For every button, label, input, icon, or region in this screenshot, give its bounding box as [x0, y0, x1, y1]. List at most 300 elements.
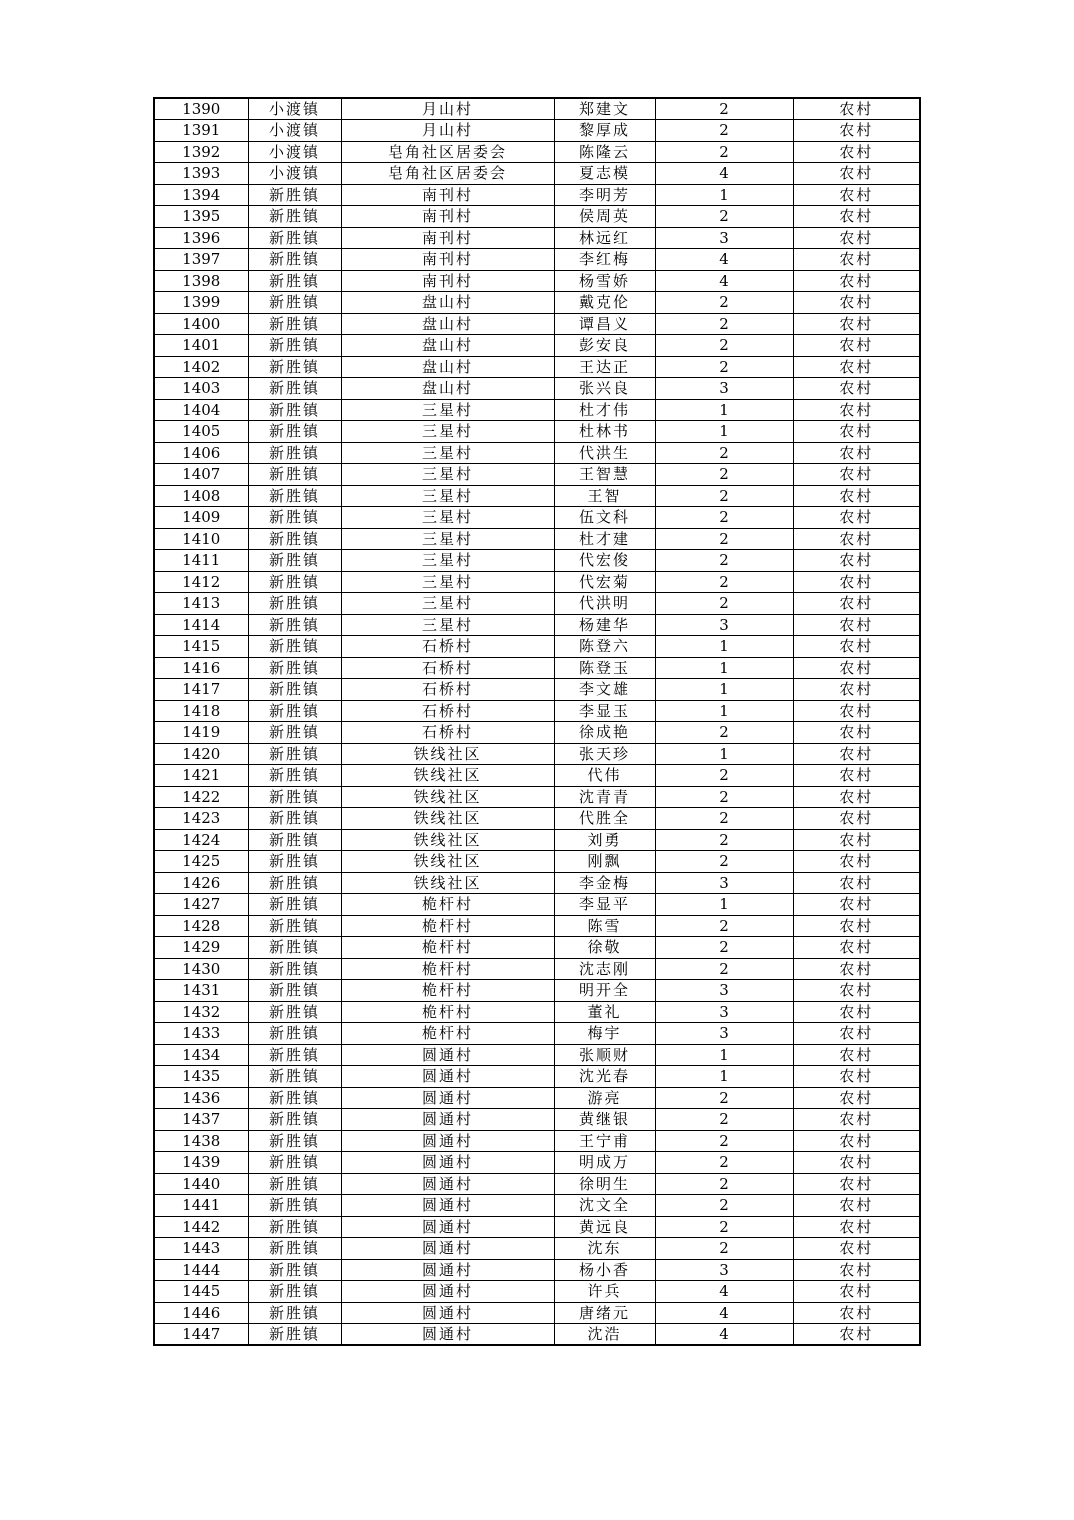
- village-cell: 皂角社区居委会: [341, 163, 554, 185]
- table-row: [154, 1324, 920, 1346]
- category-cell: 农村: [793, 442, 920, 464]
- table-row: [154, 528, 920, 550]
- village-cell: 铁线社区: [341, 743, 554, 765]
- count-cell: 3: [655, 1259, 793, 1281]
- village-cell: 圆通村: [341, 1238, 554, 1260]
- village-cell: 桅杆村: [341, 894, 554, 916]
- category-cell: 农村: [793, 163, 920, 185]
- town-cell: 新胜镇: [248, 485, 341, 507]
- row-number-cell: 1409: [154, 507, 248, 529]
- name-cell: 彭安良: [554, 335, 655, 357]
- table-row: [154, 593, 920, 615]
- village-cell: 南刊村: [341, 227, 554, 249]
- table-row: [154, 399, 920, 421]
- name-cell: 黄继银: [554, 1109, 655, 1131]
- table-row: [154, 507, 920, 529]
- category-cell: 农村: [793, 1195, 920, 1217]
- name-cell: 林远红: [554, 227, 655, 249]
- category-cell: 农村: [793, 1109, 920, 1131]
- category-cell: 农村: [793, 937, 920, 959]
- table-row: [154, 1173, 920, 1195]
- village-cell: 圆通村: [341, 1302, 554, 1324]
- category-cell: 农村: [793, 227, 920, 249]
- town-cell: 新胜镇: [248, 786, 341, 808]
- village-cell: 桅杆村: [341, 1023, 554, 1045]
- town-cell: 新胜镇: [248, 1238, 341, 1260]
- category-cell: 农村: [793, 894, 920, 916]
- row-number-cell: 1431: [154, 980, 248, 1002]
- town-cell: 新胜镇: [248, 765, 341, 787]
- name-cell: 杜才伟: [554, 399, 655, 421]
- village-cell: 三星村: [341, 550, 554, 572]
- name-cell: 杨雪娇: [554, 270, 655, 292]
- town-cell: 小渡镇: [248, 120, 341, 142]
- name-cell: 明成万: [554, 1152, 655, 1174]
- village-cell: 石桥村: [341, 722, 554, 744]
- name-cell: 陈隆云: [554, 141, 655, 163]
- category-cell: 农村: [793, 808, 920, 830]
- town-cell: 新胜镇: [248, 851, 341, 873]
- row-number-cell: 1444: [154, 1259, 248, 1281]
- town-cell: 新胜镇: [248, 335, 341, 357]
- table-row: [154, 958, 920, 980]
- count-cell: 2: [655, 206, 793, 228]
- count-cell: 2: [655, 937, 793, 959]
- table-row: [154, 636, 920, 658]
- table-row: [154, 765, 920, 787]
- category-cell: 农村: [793, 765, 920, 787]
- name-cell: 徐敬: [554, 937, 655, 959]
- village-cell: 三星村: [341, 528, 554, 550]
- village-cell: 圆通村: [341, 1173, 554, 1195]
- category-cell: 农村: [793, 700, 920, 722]
- count-cell: 2: [655, 958, 793, 980]
- row-number-cell: 1437: [154, 1109, 248, 1131]
- name-cell: 陈登六: [554, 636, 655, 658]
- town-cell: 新胜镇: [248, 1087, 341, 1109]
- village-cell: 铁线社区: [341, 851, 554, 873]
- village-cell: 皂角社区居委会: [341, 141, 554, 163]
- town-cell: 新胜镇: [248, 937, 341, 959]
- row-number-cell: 1420: [154, 743, 248, 765]
- name-cell: 徐明生: [554, 1173, 655, 1195]
- name-cell: 夏志模: [554, 163, 655, 185]
- village-cell: 圆通村: [341, 1044, 554, 1066]
- name-cell: 王智慧: [554, 464, 655, 486]
- count-cell: 2: [655, 356, 793, 378]
- count-cell: 4: [655, 163, 793, 185]
- table-row: [154, 1152, 920, 1174]
- town-cell: 新胜镇: [248, 1001, 341, 1023]
- count-cell: 2: [655, 141, 793, 163]
- town-cell: 新胜镇: [248, 356, 341, 378]
- category-cell: 农村: [793, 1130, 920, 1152]
- town-cell: 新胜镇: [248, 636, 341, 658]
- town-cell: 新胜镇: [248, 894, 341, 916]
- name-cell: 杜才建: [554, 528, 655, 550]
- count-cell: 3: [655, 1001, 793, 1023]
- count-cell: 2: [655, 1152, 793, 1174]
- name-cell: 李明芳: [554, 184, 655, 206]
- village-cell: 桅杆村: [341, 915, 554, 937]
- table-row: [154, 270, 920, 292]
- town-cell: 新胜镇: [248, 1259, 341, 1281]
- village-cell: 南刊村: [341, 206, 554, 228]
- row-number-cell: 1411: [154, 550, 248, 572]
- data-table: [153, 97, 921, 1346]
- table-row: [154, 571, 920, 593]
- town-cell: 新胜镇: [248, 399, 341, 421]
- row-number-cell: 1407: [154, 464, 248, 486]
- count-cell: 2: [655, 786, 793, 808]
- village-cell: 铁线社区: [341, 765, 554, 787]
- name-cell: 沈志刚: [554, 958, 655, 980]
- row-number-cell: 1393: [154, 163, 248, 185]
- row-number-cell: 1413: [154, 593, 248, 615]
- table-row: [154, 1044, 920, 1066]
- row-number-cell: 1417: [154, 679, 248, 701]
- row-number-cell: 1406: [154, 442, 248, 464]
- row-number-cell: 1397: [154, 249, 248, 271]
- row-number-cell: 1404: [154, 399, 248, 421]
- count-cell: 1: [655, 399, 793, 421]
- count-cell: 2: [655, 1238, 793, 1260]
- row-number-cell: 1435: [154, 1066, 248, 1088]
- town-cell: 新胜镇: [248, 829, 341, 851]
- name-cell: 刘勇: [554, 829, 655, 851]
- category-cell: 农村: [793, 507, 920, 529]
- category-cell: 农村: [793, 593, 920, 615]
- table-row: [154, 141, 920, 163]
- count-cell: 1: [655, 184, 793, 206]
- town-cell: 新胜镇: [248, 313, 341, 335]
- village-cell: 三星村: [341, 571, 554, 593]
- table-row: [154, 421, 920, 443]
- village-cell: 三星村: [341, 614, 554, 636]
- category-cell: 农村: [793, 1259, 920, 1281]
- table-row: [154, 1023, 920, 1045]
- village-cell: 盘山村: [341, 356, 554, 378]
- count-cell: 2: [655, 1109, 793, 1131]
- row-number-cell: 1415: [154, 636, 248, 658]
- name-cell: 代宏俊: [554, 550, 655, 572]
- category-cell: 农村: [793, 915, 920, 937]
- category-cell: 农村: [793, 1302, 920, 1324]
- town-cell: 新胜镇: [248, 464, 341, 486]
- town-cell: 新胜镇: [248, 657, 341, 679]
- count-cell: 2: [655, 1173, 793, 1195]
- row-number-cell: 1423: [154, 808, 248, 830]
- table-row: [154, 1238, 920, 1260]
- table-row: [154, 378, 920, 400]
- name-cell: 代伟: [554, 765, 655, 787]
- village-cell: 月山村: [341, 120, 554, 142]
- village-cell: 圆通村: [341, 1259, 554, 1281]
- category-cell: 农村: [793, 335, 920, 357]
- village-cell: 三星村: [341, 464, 554, 486]
- count-cell: 2: [655, 915, 793, 937]
- town-cell: 新胜镇: [248, 184, 341, 206]
- village-cell: 铁线社区: [341, 872, 554, 894]
- count-cell: 1: [655, 1066, 793, 1088]
- name-cell: 杨建华: [554, 614, 655, 636]
- name-cell: 李显平: [554, 894, 655, 916]
- town-cell: 新胜镇: [248, 722, 341, 744]
- name-cell: 杨小香: [554, 1259, 655, 1281]
- name-cell: 代洪明: [554, 593, 655, 615]
- table-row: [154, 872, 920, 894]
- count-cell: 2: [655, 120, 793, 142]
- row-number-cell: 1394: [154, 184, 248, 206]
- town-cell: 新胜镇: [248, 378, 341, 400]
- count-cell: 2: [655, 313, 793, 335]
- count-cell: 1: [655, 421, 793, 443]
- row-number-cell: 1403: [154, 378, 248, 400]
- count-cell: 2: [655, 485, 793, 507]
- table-row: [154, 1066, 920, 1088]
- village-cell: 南刊村: [341, 249, 554, 271]
- category-cell: 农村: [793, 980, 920, 1002]
- town-cell: 小渡镇: [248, 163, 341, 185]
- table-row: [154, 1302, 920, 1324]
- table-row: [154, 356, 920, 378]
- town-cell: 新胜镇: [248, 206, 341, 228]
- count-cell: 1: [655, 743, 793, 765]
- town-cell: 新胜镇: [248, 571, 341, 593]
- count-cell: 2: [655, 1130, 793, 1152]
- town-cell: 新胜镇: [248, 1109, 341, 1131]
- count-cell: 2: [655, 292, 793, 314]
- category-cell: 农村: [793, 378, 920, 400]
- category-cell: 农村: [793, 872, 920, 894]
- name-cell: 谭昌义: [554, 313, 655, 335]
- category-cell: 农村: [793, 550, 920, 572]
- row-number-cell: 1428: [154, 915, 248, 937]
- name-cell: 沈光春: [554, 1066, 655, 1088]
- table-row: [154, 1195, 920, 1217]
- row-number-cell: 1416: [154, 657, 248, 679]
- table-row: [154, 937, 920, 959]
- count-cell: 2: [655, 98, 793, 120]
- village-cell: 南刊村: [341, 270, 554, 292]
- table-row: [154, 743, 920, 765]
- row-number-cell: 1447: [154, 1324, 248, 1346]
- village-cell: 桅杆村: [341, 958, 554, 980]
- village-cell: 铁线社区: [341, 829, 554, 851]
- village-cell: 盘山村: [341, 313, 554, 335]
- name-cell: 张顺财: [554, 1044, 655, 1066]
- row-number-cell: 1422: [154, 786, 248, 808]
- town-cell: 新胜镇: [248, 550, 341, 572]
- town-cell: 新胜镇: [248, 442, 341, 464]
- name-cell: 王智: [554, 485, 655, 507]
- count-cell: 2: [655, 335, 793, 357]
- category-cell: 农村: [793, 1023, 920, 1045]
- table-row: [154, 249, 920, 271]
- table-row: [154, 1259, 920, 1281]
- town-cell: 新胜镇: [248, 808, 341, 830]
- village-cell: 三星村: [341, 507, 554, 529]
- name-cell: 王达正: [554, 356, 655, 378]
- row-number-cell: 1436: [154, 1087, 248, 1109]
- table-row: [154, 1130, 920, 1152]
- name-cell: 沈文全: [554, 1195, 655, 1217]
- village-cell: 石桥村: [341, 657, 554, 679]
- town-cell: 新胜镇: [248, 614, 341, 636]
- name-cell: 伍文科: [554, 507, 655, 529]
- town-cell: 新胜镇: [248, 507, 341, 529]
- table-row: [154, 657, 920, 679]
- count-cell: 1: [655, 679, 793, 701]
- table-row: [154, 1109, 920, 1131]
- village-cell: 石桥村: [341, 679, 554, 701]
- category-cell: 农村: [793, 399, 920, 421]
- name-cell: 李显玉: [554, 700, 655, 722]
- count-cell: 1: [655, 1044, 793, 1066]
- name-cell: 李文雄: [554, 679, 655, 701]
- table-row: [154, 851, 920, 873]
- row-number-cell: 1442: [154, 1216, 248, 1238]
- village-cell: 圆通村: [341, 1195, 554, 1217]
- town-cell: 新胜镇: [248, 1324, 341, 1346]
- town-cell: 新胜镇: [248, 292, 341, 314]
- count-cell: 1: [655, 894, 793, 916]
- name-cell: 李金梅: [554, 872, 655, 894]
- count-cell: 2: [655, 808, 793, 830]
- row-number-cell: 1430: [154, 958, 248, 980]
- category-cell: 农村: [793, 1044, 920, 1066]
- name-cell: 黎厚成: [554, 120, 655, 142]
- category-cell: 农村: [793, 1066, 920, 1088]
- row-number-cell: 1395: [154, 206, 248, 228]
- count-cell: 2: [655, 722, 793, 744]
- row-number-cell: 1402: [154, 356, 248, 378]
- row-number-cell: 1419: [154, 722, 248, 744]
- name-cell: 代宏菊: [554, 571, 655, 593]
- table-row: [154, 335, 920, 357]
- row-number-cell: 1426: [154, 872, 248, 894]
- town-cell: 新胜镇: [248, 1044, 341, 1066]
- row-number-cell: 1396: [154, 227, 248, 249]
- name-cell: 游亮: [554, 1087, 655, 1109]
- village-cell: 三星村: [341, 593, 554, 615]
- town-cell: 新胜镇: [248, 700, 341, 722]
- count-cell: 2: [655, 571, 793, 593]
- village-cell: 石桥村: [341, 636, 554, 658]
- table-row: [154, 292, 920, 314]
- table-row: [154, 163, 920, 185]
- category-cell: 农村: [793, 786, 920, 808]
- category-cell: 农村: [793, 636, 920, 658]
- row-number-cell: 1412: [154, 571, 248, 593]
- town-cell: 新胜镇: [248, 743, 341, 765]
- row-number-cell: 1408: [154, 485, 248, 507]
- town-cell: 新胜镇: [248, 1023, 341, 1045]
- name-cell: 沈青青: [554, 786, 655, 808]
- village-cell: 桅杆村: [341, 1001, 554, 1023]
- row-number-cell: 1400: [154, 313, 248, 335]
- count-cell: 2: [655, 765, 793, 787]
- table-row: [154, 722, 920, 744]
- name-cell: 陈登玉: [554, 657, 655, 679]
- table-row: [154, 98, 920, 120]
- row-number-cell: 1441: [154, 1195, 248, 1217]
- name-cell: 张兴良: [554, 378, 655, 400]
- row-number-cell: 1425: [154, 851, 248, 873]
- village-cell: 桅杆村: [341, 980, 554, 1002]
- name-cell: 沈东: [554, 1238, 655, 1260]
- village-cell: 盘山村: [341, 335, 554, 357]
- category-cell: 农村: [793, 421, 920, 443]
- category-cell: 农村: [793, 120, 920, 142]
- category-cell: 农村: [793, 657, 920, 679]
- table-row: [154, 464, 920, 486]
- name-cell: 张天珍: [554, 743, 655, 765]
- category-cell: 农村: [793, 313, 920, 335]
- category-cell: 农村: [793, 98, 920, 120]
- count-cell: 3: [655, 614, 793, 636]
- town-cell: 新胜镇: [248, 679, 341, 701]
- category-cell: 农村: [793, 1281, 920, 1303]
- row-number-cell: 1438: [154, 1130, 248, 1152]
- category-cell: 农村: [793, 722, 920, 744]
- village-cell: 石桥村: [341, 700, 554, 722]
- row-number-cell: 1443: [154, 1238, 248, 1260]
- town-cell: 新胜镇: [248, 528, 341, 550]
- table-row: [154, 808, 920, 830]
- village-cell: 铁线社区: [341, 786, 554, 808]
- row-number-cell: 1418: [154, 700, 248, 722]
- row-number-cell: 1414: [154, 614, 248, 636]
- name-cell: 侯周英: [554, 206, 655, 228]
- category-cell: 农村: [793, 743, 920, 765]
- count-cell: 3: [655, 1023, 793, 1045]
- count-cell: 4: [655, 1324, 793, 1346]
- count-cell: 2: [655, 507, 793, 529]
- village-cell: 圆通村: [341, 1109, 554, 1131]
- count-cell: 4: [655, 270, 793, 292]
- table-row: [154, 184, 920, 206]
- row-number-cell: 1421: [154, 765, 248, 787]
- village-cell: 桅杆村: [341, 937, 554, 959]
- name-cell: 明开全: [554, 980, 655, 1002]
- village-cell: 三星村: [341, 485, 554, 507]
- category-cell: 农村: [793, 464, 920, 486]
- town-cell: 新胜镇: [248, 980, 341, 1002]
- count-cell: 2: [655, 550, 793, 572]
- count-cell: 2: [655, 851, 793, 873]
- row-number-cell: 1439: [154, 1152, 248, 1174]
- row-number-cell: 1405: [154, 421, 248, 443]
- count-cell: 2: [655, 1087, 793, 1109]
- town-cell: 新胜镇: [248, 958, 341, 980]
- count-cell: 2: [655, 464, 793, 486]
- count-cell: 1: [655, 700, 793, 722]
- row-number-cell: 1440: [154, 1173, 248, 1195]
- village-cell: 南刊村: [341, 184, 554, 206]
- table-row: [154, 1281, 920, 1303]
- category-cell: 农村: [793, 292, 920, 314]
- town-cell: 小渡镇: [248, 98, 341, 120]
- row-number-cell: 1399: [154, 292, 248, 314]
- table-row: [154, 894, 920, 916]
- category-cell: 农村: [793, 571, 920, 593]
- count-cell: 2: [655, 1216, 793, 1238]
- table-row: [154, 120, 920, 142]
- name-cell: 李红梅: [554, 249, 655, 271]
- count-cell: 3: [655, 227, 793, 249]
- count-cell: 2: [655, 528, 793, 550]
